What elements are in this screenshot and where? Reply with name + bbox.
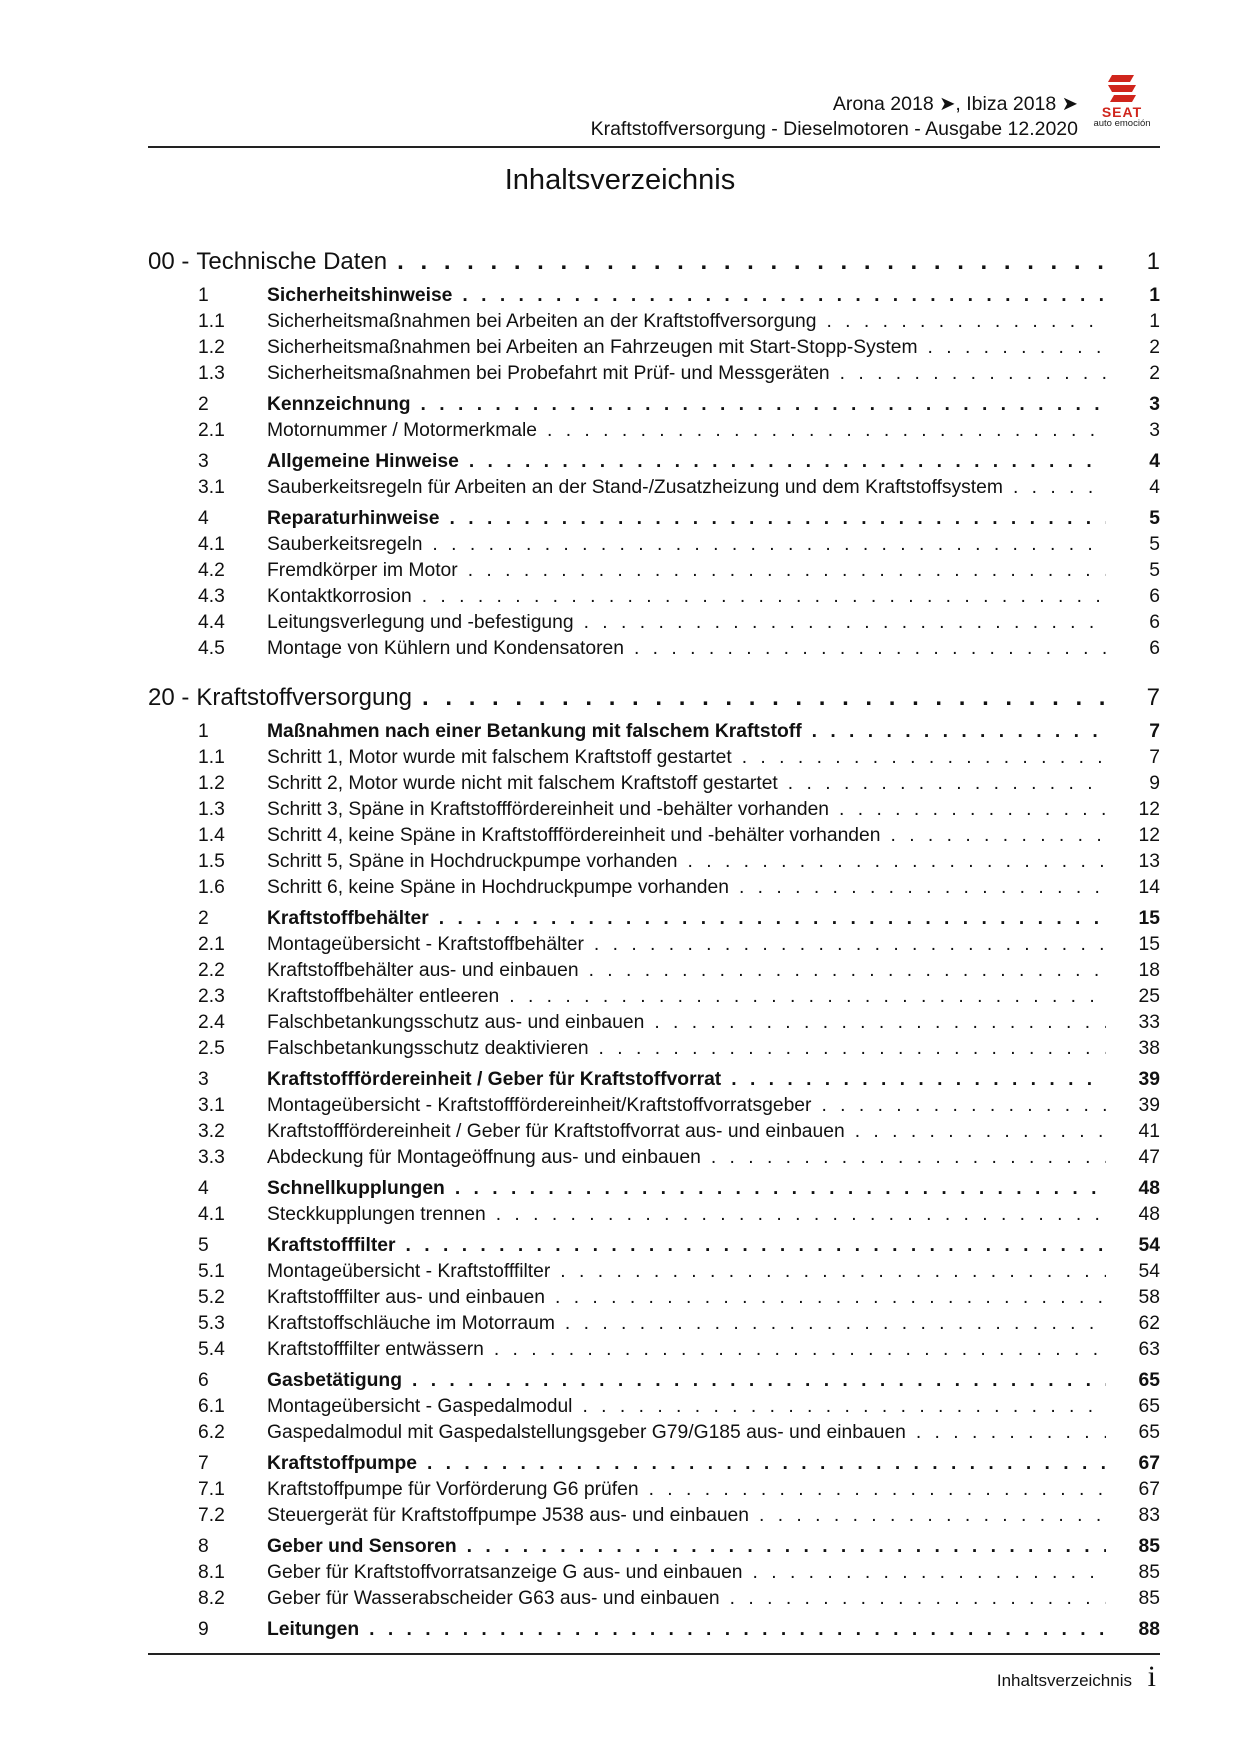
toc-subsection-title: Montage von Kühlern und Kondensatoren bbox=[267, 638, 624, 659]
toc-subsection-page: 9 bbox=[1149, 773, 1160, 794]
toc-subsection[interactable] bbox=[148, 1475, 1160, 1501]
toc-section[interactable] bbox=[148, 1174, 1160, 1200]
toc-section-number: 7 bbox=[198, 1453, 209, 1474]
toc-subsection-title: Kraftstofffördereinheit / Geber für Kraftstoffvorrat aus- und einbauen bbox=[267, 1121, 845, 1142]
toc-subsection-page: 85 bbox=[1138, 1562, 1160, 1583]
toc-section-title: Kennzeichnung bbox=[267, 394, 411, 415]
toc-subsection-number: 4.1 bbox=[198, 534, 225, 555]
toc-section-number: 5 bbox=[198, 1235, 209, 1256]
dot-leader bbox=[928, 337, 1106, 359]
toc-subsection-number: 1.2 bbox=[198, 773, 225, 794]
toc-section-title: Kraftstofffördereinheit / Geber für Kraftstoffvorrat bbox=[267, 1069, 722, 1090]
toc-subsection[interactable] bbox=[148, 333, 1160, 359]
toc-subsection-page: 58 bbox=[1138, 1287, 1160, 1308]
dot-leader bbox=[916, 1422, 1106, 1444]
toc-section-page: 48 bbox=[1138, 1178, 1160, 1199]
toc-subsection-page: 5 bbox=[1149, 560, 1160, 581]
dot-leader bbox=[584, 612, 1106, 634]
logo-tagline: auto emoción bbox=[1093, 118, 1151, 129]
chapter-gap bbox=[148, 660, 1160, 674]
dot-leader bbox=[739, 877, 1106, 899]
toc-section-title: Kraftstoffpumpe bbox=[267, 1453, 417, 1474]
toc-section[interactable] bbox=[148, 1366, 1160, 1392]
header-subtitle: Kraftstoffversorgung - Dieselmotoren - Ausgabe 12.2020 bbox=[590, 118, 1078, 140]
toc-section[interactable] bbox=[148, 390, 1160, 416]
toc-subsection[interactable] bbox=[148, 1143, 1160, 1169]
toc-subsection-number: 4.3 bbox=[198, 586, 225, 607]
toc-subsection-page: 67 bbox=[1138, 1479, 1160, 1500]
toc-subsection[interactable] bbox=[148, 634, 1160, 660]
toc-chapter[interactable] bbox=[148, 676, 1160, 712]
toc-subsection-title: Kraftstoffpumpe für Vorförderung G6 prüfen bbox=[267, 1479, 639, 1500]
toc-subsection-number: 7.2 bbox=[198, 1505, 225, 1526]
dot-leader bbox=[649, 1479, 1106, 1501]
toc-subsection-page: 2 bbox=[1149, 363, 1160, 384]
toc-subsection-page: 15 bbox=[1138, 934, 1160, 955]
toc-subsection[interactable] bbox=[148, 956, 1160, 982]
toc-subsection-title: Falschbetankungsschutz aus- und einbauen bbox=[267, 1012, 645, 1033]
dot-leader bbox=[422, 586, 1106, 608]
toc-subsection[interactable] bbox=[148, 1257, 1160, 1283]
seat-s-logo-icon bbox=[1084, 72, 1160, 106]
toc-subsection-page: 12 bbox=[1138, 799, 1160, 820]
toc-subsection-title: Kontaktkorrosion bbox=[267, 586, 412, 607]
toc-section-title: Sicherheitshinweise bbox=[267, 285, 453, 306]
toc-section[interactable] bbox=[148, 504, 1160, 530]
toc-section-page: 39 bbox=[1138, 1069, 1160, 1090]
toc-subsection-number: 4.2 bbox=[198, 560, 225, 581]
toc-subsection-title: Schritt 3, Späne in Kraftstofffördereinheit und -behälter vorhanden bbox=[267, 799, 830, 820]
toc-section-number: 8 bbox=[198, 1536, 209, 1557]
toc-section[interactable] bbox=[148, 904, 1160, 930]
toc-subsection[interactable] bbox=[148, 1335, 1160, 1361]
toc-subsection-page: 65 bbox=[1138, 1396, 1160, 1417]
toc-section[interactable] bbox=[148, 1065, 1160, 1091]
dot-leader bbox=[688, 851, 1106, 873]
toc-subsection-page: 7 bbox=[1149, 747, 1160, 768]
toc-subsection[interactable] bbox=[148, 608, 1160, 634]
toc-section-number: 2 bbox=[198, 394, 209, 415]
toc-subsection-page: 85 bbox=[1138, 1588, 1160, 1609]
toc-subsection[interactable] bbox=[148, 1309, 1160, 1335]
toc-subsection[interactable] bbox=[148, 1584, 1160, 1610]
dot-leader bbox=[890, 825, 1106, 847]
toc-subsection[interactable] bbox=[148, 1117, 1160, 1143]
footer-label: Inhaltsverzeichnis bbox=[996, 1671, 1132, 1690]
toc-section-title: Reparaturhinweise bbox=[267, 508, 440, 529]
toc-subsection[interactable] bbox=[148, 1008, 1160, 1034]
toc-subsection[interactable] bbox=[148, 847, 1160, 873]
toc-subsection-title: Schritt 1, Motor wurde mit falschem Kraftstoff gestartet bbox=[267, 747, 732, 768]
toc-subsection-page: 25 bbox=[1138, 986, 1160, 1007]
toc-subsection-title: Kraftstofffilter aus- und einbauen bbox=[267, 1287, 545, 1308]
toc-subsection-number: 1.1 bbox=[198, 311, 225, 332]
toc-subsection-page: 63 bbox=[1138, 1339, 1160, 1360]
toc-subsection-page: 48 bbox=[1138, 1204, 1160, 1225]
toc-section-page: 67 bbox=[1138, 1453, 1160, 1474]
toc-section-number: 1 bbox=[198, 721, 209, 742]
page-title: Inhaltsverzeichnis bbox=[504, 164, 736, 196]
toc-section-page: 5 bbox=[1149, 508, 1160, 529]
toc-subsection[interactable] bbox=[148, 1558, 1160, 1584]
dot-leader bbox=[462, 285, 1106, 307]
toc-section-page: 88 bbox=[1138, 1619, 1160, 1640]
toc-subsection-title: Steckkupplungen trennen bbox=[267, 1204, 486, 1225]
toc-section-number: 3 bbox=[198, 1069, 209, 1090]
toc-subsection-title: Kraftstofffilter entwässern bbox=[267, 1339, 484, 1360]
toc-subsection-number: 5.2 bbox=[198, 1287, 225, 1308]
toc-subsection-number: 1.5 bbox=[198, 851, 225, 872]
toc-section-title: Schnellkupplungen bbox=[267, 1178, 445, 1199]
toc-section[interactable] bbox=[148, 1449, 1160, 1475]
dot-leader bbox=[509, 986, 1106, 1008]
dot-leader bbox=[711, 1147, 1106, 1169]
toc-subsection[interactable] bbox=[148, 743, 1160, 769]
toc-subsection-title: Geber für Wasserabscheider G63 aus- und einbauen bbox=[267, 1588, 720, 1609]
toc-section-page: 15 bbox=[1138, 908, 1160, 929]
toc-subsection-title: Schritt 2, Motor wurde nicht mit falschem Kraftstoff gestartet bbox=[267, 773, 778, 794]
toc-section[interactable] bbox=[148, 1532, 1160, 1558]
toc-subsection-number: 1.3 bbox=[198, 363, 225, 384]
toc-chapter-number: 20 - bbox=[148, 684, 190, 711]
toc-subsection-title: Kraftstoffbehälter entleeren bbox=[267, 986, 500, 1007]
toc-subsection-page: 18 bbox=[1138, 960, 1160, 981]
toc-section-number: 2 bbox=[198, 908, 209, 929]
toc-subsection-number: 8.2 bbox=[198, 1588, 225, 1609]
toc-subsection-number: 4.5 bbox=[198, 638, 225, 659]
toc-subsection-title: Sicherheitsmaßnahmen bei Arbeiten an Fahrzeugen mit Start-Stopp-System bbox=[267, 337, 918, 358]
dot-leader bbox=[560, 1261, 1106, 1283]
toc-section-page: 54 bbox=[1138, 1235, 1160, 1256]
toc-subsection-number: 5.3 bbox=[198, 1313, 225, 1334]
dot-leader bbox=[821, 1095, 1106, 1117]
toc-subsection-page: 38 bbox=[1138, 1038, 1160, 1059]
dot-leader bbox=[589, 960, 1106, 982]
toc-subsection-title: Motornummer / Motormerkmale bbox=[267, 420, 537, 441]
dot-leader bbox=[742, 747, 1106, 769]
toc-subsection-number: 5.1 bbox=[198, 1261, 225, 1282]
footer-rule bbox=[148, 1653, 1160, 1655]
dot-leader bbox=[494, 1339, 1106, 1361]
toc-subsection-page: 65 bbox=[1138, 1422, 1160, 1443]
toc-subsection-number: 4.4 bbox=[198, 612, 225, 633]
dot-leader bbox=[547, 420, 1106, 442]
toc-subsection-title: Montageübersicht - Kraftstoffbehälter bbox=[267, 934, 584, 955]
toc-section[interactable] bbox=[148, 717, 1160, 743]
toc-section-number: 9 bbox=[198, 1619, 209, 1640]
toc-subsection[interactable] bbox=[148, 1501, 1160, 1527]
toc-subsection-title: Gaspedalmodul mit Gaspedalstellungsgeber G79/G185 aus- und einbauen bbox=[267, 1422, 906, 1443]
toc-subsection-title: Sicherheitsmaßnahmen bei Probefahrt mit Prüf- und Messgeräten bbox=[267, 363, 830, 384]
dot-leader bbox=[599, 1038, 1106, 1060]
toc-section-number: 3 bbox=[198, 451, 209, 472]
toc-chapter-page: 1 bbox=[1146, 248, 1160, 275]
toc-subsection[interactable] bbox=[148, 982, 1160, 1008]
toc-chapter-page: 7 bbox=[1146, 684, 1160, 711]
dot-leader bbox=[427, 1453, 1106, 1475]
toc-subsection-page: 41 bbox=[1138, 1121, 1160, 1142]
header-models: Arona 2018 ➤, Ibiza 2018 ➤ bbox=[832, 93, 1078, 115]
toc-subsection-page: 3 bbox=[1149, 420, 1160, 441]
toc-subsection[interactable] bbox=[148, 530, 1160, 556]
dot-leader bbox=[369, 1619, 1106, 1641]
toc-subsection-title: Steuergerät für Kraftstoffpumpe J538 aus- und einbauen bbox=[267, 1505, 749, 1526]
toc-section-number: 4 bbox=[198, 508, 209, 529]
toc-subsection-page: 6 bbox=[1149, 612, 1160, 633]
toc-chapter[interactable] bbox=[148, 240, 1160, 276]
toc-subsection-number: 5.4 bbox=[198, 1339, 225, 1360]
toc-subsection-number: 2.4 bbox=[198, 1012, 225, 1033]
toc-subsection-title: Fremdkörper im Motor bbox=[267, 560, 458, 581]
toc-section[interactable] bbox=[148, 447, 1160, 473]
toc-section[interactable] bbox=[148, 1615, 1160, 1641]
footer-page-number: i bbox=[1147, 1660, 1156, 1693]
dot-leader bbox=[412, 1370, 1106, 1392]
toc-subsection-number: 1.2 bbox=[198, 337, 225, 358]
dot-leader bbox=[582, 1396, 1106, 1418]
toc-subsection-number: 2.3 bbox=[198, 986, 225, 1007]
toc-section-title: Leitungen bbox=[267, 1619, 360, 1640]
toc-subsection-number: 2.1 bbox=[198, 934, 225, 955]
dot-leader bbox=[468, 560, 1106, 582]
toc-subsection[interactable] bbox=[148, 1200, 1160, 1226]
toc-subsection-page: 83 bbox=[1138, 1505, 1160, 1526]
toc-subsection[interactable] bbox=[148, 1392, 1160, 1418]
dot-leader bbox=[397, 248, 1112, 276]
toc-subsection-title: Leitungsverlegung und -befestigung bbox=[267, 612, 574, 633]
toc-subsection-number: 1.1 bbox=[198, 747, 225, 768]
toc-subsection-number: 2.5 bbox=[198, 1038, 225, 1059]
logo-brand: SEAT bbox=[1101, 104, 1143, 120]
dot-leader bbox=[759, 1505, 1106, 1527]
toc-subsection[interactable] bbox=[148, 1418, 1160, 1444]
toc-section-page: 85 bbox=[1138, 1536, 1160, 1557]
toc-section-title: Kraftstoffbehälter bbox=[267, 908, 429, 929]
toc-section-page: 7 bbox=[1149, 721, 1160, 742]
toc-subsection[interactable] bbox=[148, 795, 1160, 821]
toc-subsection-title: Kraftstoffbehälter aus- und einbauen bbox=[267, 960, 579, 981]
toc-subsection-page: 39 bbox=[1138, 1095, 1160, 1116]
toc-subsection-number: 2.1 bbox=[198, 420, 225, 441]
toc-section-title: Geber und Sensoren bbox=[267, 1536, 457, 1557]
toc-subsection-number: 2.2 bbox=[198, 960, 225, 981]
dot-leader bbox=[654, 1012, 1106, 1034]
toc-section-title: Maßnahmen nach einer Betankung mit falschem Kraftstoff bbox=[267, 721, 802, 742]
toc-subsection-page: 47 bbox=[1138, 1147, 1160, 1168]
toc-section-number: 4 bbox=[198, 1178, 209, 1199]
toc-section[interactable] bbox=[148, 281, 1160, 307]
toc-section-page: 3 bbox=[1149, 394, 1160, 415]
dot-leader bbox=[731, 1069, 1106, 1091]
dot-leader bbox=[839, 799, 1106, 821]
toc-subsection-number: 7.1 bbox=[198, 1479, 225, 1500]
toc-subsection-title: Schritt 4, keine Späne in Kraftstofffördereinheit und -behälter vorhanden bbox=[267, 825, 881, 846]
toc-chapter-title: Kraftstoffversorgung bbox=[196, 684, 413, 711]
toc-subsection[interactable] bbox=[148, 873, 1160, 899]
dot-leader bbox=[455, 1178, 1106, 1200]
toc-subsection-title: Sauberkeitsregeln bbox=[267, 534, 423, 555]
toc-subsection-page: 1 bbox=[1149, 311, 1160, 332]
toc-chapter-title: Technische Daten bbox=[196, 248, 388, 275]
toc-subsection-page: 12 bbox=[1138, 825, 1160, 846]
toc-subsection[interactable] bbox=[148, 821, 1160, 847]
dot-leader bbox=[826, 311, 1106, 333]
dot-leader bbox=[753, 1562, 1106, 1584]
toc-subsection-number: 6.1 bbox=[198, 1396, 225, 1417]
dot-leader bbox=[565, 1313, 1106, 1335]
dot-leader bbox=[432, 534, 1106, 556]
toc-subsection[interactable] bbox=[148, 1034, 1160, 1060]
toc-subsection-number: 1.6 bbox=[198, 877, 225, 898]
toc-section-title: Gasbetätigung bbox=[267, 1370, 402, 1391]
toc-section-title: Kraftstofffilter bbox=[267, 1235, 396, 1256]
toc-subsection[interactable] bbox=[148, 556, 1160, 582]
dot-leader bbox=[406, 1235, 1106, 1257]
toc-subsection[interactable] bbox=[148, 582, 1160, 608]
toc-subsection-page: 33 bbox=[1138, 1012, 1160, 1033]
dot-leader bbox=[467, 1536, 1106, 1558]
toc-subsection-page: 6 bbox=[1149, 638, 1160, 659]
dot-leader bbox=[439, 908, 1106, 930]
toc-subsection-page: 2 bbox=[1149, 337, 1160, 358]
toc-subsection[interactable] bbox=[148, 1283, 1160, 1309]
toc-subsection-number: 3.3 bbox=[198, 1147, 225, 1168]
toc-subsection-page: 62 bbox=[1138, 1313, 1160, 1334]
dot-leader bbox=[450, 508, 1106, 530]
toc-subsection[interactable] bbox=[148, 307, 1160, 333]
toc-subsection-title: Abdeckung für Montageöffnung aus- und einbauen bbox=[267, 1147, 701, 1168]
toc-subsection-title: Falschbetankungsschutz deaktivieren bbox=[267, 1038, 589, 1059]
toc-subsection[interactable] bbox=[148, 416, 1160, 442]
toc-section-page: 1 bbox=[1149, 285, 1160, 306]
toc-subsection-number: 3.2 bbox=[198, 1121, 225, 1142]
toc-subsection-title: Montageübersicht - Kraftstofffilter bbox=[267, 1261, 551, 1282]
toc-subsection-title: Geber für Kraftstoffvorratsanzeige G aus- und einbauen bbox=[267, 1562, 743, 1583]
toc-subsection-title: Schritt 6, keine Späne in Hochdruckpumpe vorhanden bbox=[267, 877, 729, 898]
toc-subsection-number: 3.1 bbox=[198, 1095, 225, 1116]
dot-leader bbox=[840, 363, 1106, 385]
dot-leader bbox=[422, 684, 1112, 712]
toc-section-title: Allgemeine Hinweise bbox=[267, 451, 459, 472]
toc-section-page: 65 bbox=[1138, 1370, 1160, 1391]
toc-subsection-page: 13 bbox=[1138, 851, 1160, 872]
toc-section[interactable] bbox=[148, 1231, 1160, 1257]
toc-section-number: 1 bbox=[198, 285, 209, 306]
toc-subsection-number: 8.1 bbox=[198, 1562, 225, 1583]
dot-leader bbox=[812, 721, 1106, 743]
toc-section-page: 4 bbox=[1149, 451, 1160, 472]
toc-subsection[interactable] bbox=[148, 930, 1160, 956]
dot-leader bbox=[1013, 477, 1106, 499]
dot-leader bbox=[469, 451, 1106, 473]
dot-leader bbox=[594, 934, 1106, 956]
toc-subsection-number: 1.3 bbox=[198, 799, 225, 820]
toc-subsection-title: Montageübersicht - Kraftstofffördereinheit/Kraftstoffvorratsgeber bbox=[267, 1095, 812, 1116]
table-of-contents bbox=[148, 238, 1160, 1641]
toc-subsection[interactable] bbox=[148, 769, 1160, 795]
toc-section-number: 6 bbox=[198, 1370, 209, 1391]
dot-leader bbox=[855, 1121, 1106, 1143]
seat-logo bbox=[1084, 72, 1160, 130]
dot-leader bbox=[788, 773, 1106, 795]
dot-leader bbox=[496, 1204, 1106, 1226]
toc-subsection-page: 5 bbox=[1149, 534, 1160, 555]
toc-subsection-title: Schritt 5, Späne in Hochdruckpumpe vorhanden bbox=[267, 851, 678, 872]
toc-subsection-page: 14 bbox=[1138, 877, 1160, 898]
toc-subsection-title: Sauberkeitsregeln für Arbeiten an der Stand-/Zusatzheizung und dem Kraftstoffsystem bbox=[267, 477, 1003, 498]
toc-subsection-number: 3.1 bbox=[198, 477, 225, 498]
toc-subsection-title: Montageübersicht - Gaspedalmodul bbox=[267, 1396, 573, 1417]
page-header bbox=[148, 88, 1160, 148]
toc-subsection-page: 6 bbox=[1149, 586, 1160, 607]
toc-subsection-title: Kraftstoffschläuche im Motorraum bbox=[267, 1313, 555, 1334]
toc-subsection[interactable] bbox=[148, 473, 1160, 499]
toc-subsection-page: 4 bbox=[1149, 477, 1160, 498]
dot-leader bbox=[421, 394, 1106, 416]
dot-leader bbox=[634, 638, 1106, 660]
toc-subsection-title: Sicherheitsmaßnahmen bei Arbeiten an der Kraftstoffversorgung bbox=[267, 311, 817, 332]
toc-subsection-number: 4.1 bbox=[198, 1204, 225, 1225]
toc-chapter-number: 00 - bbox=[148, 248, 190, 275]
toc-subsection[interactable] bbox=[148, 359, 1160, 385]
toc-subsection-page: 54 bbox=[1138, 1261, 1160, 1282]
toc-subsection-number: 6.2 bbox=[198, 1422, 225, 1443]
toc-subsection[interactable] bbox=[148, 1091, 1160, 1117]
dot-leader bbox=[555, 1287, 1106, 1309]
toc-subsection-number: 1.4 bbox=[198, 825, 225, 846]
dot-leader bbox=[730, 1588, 1106, 1610]
